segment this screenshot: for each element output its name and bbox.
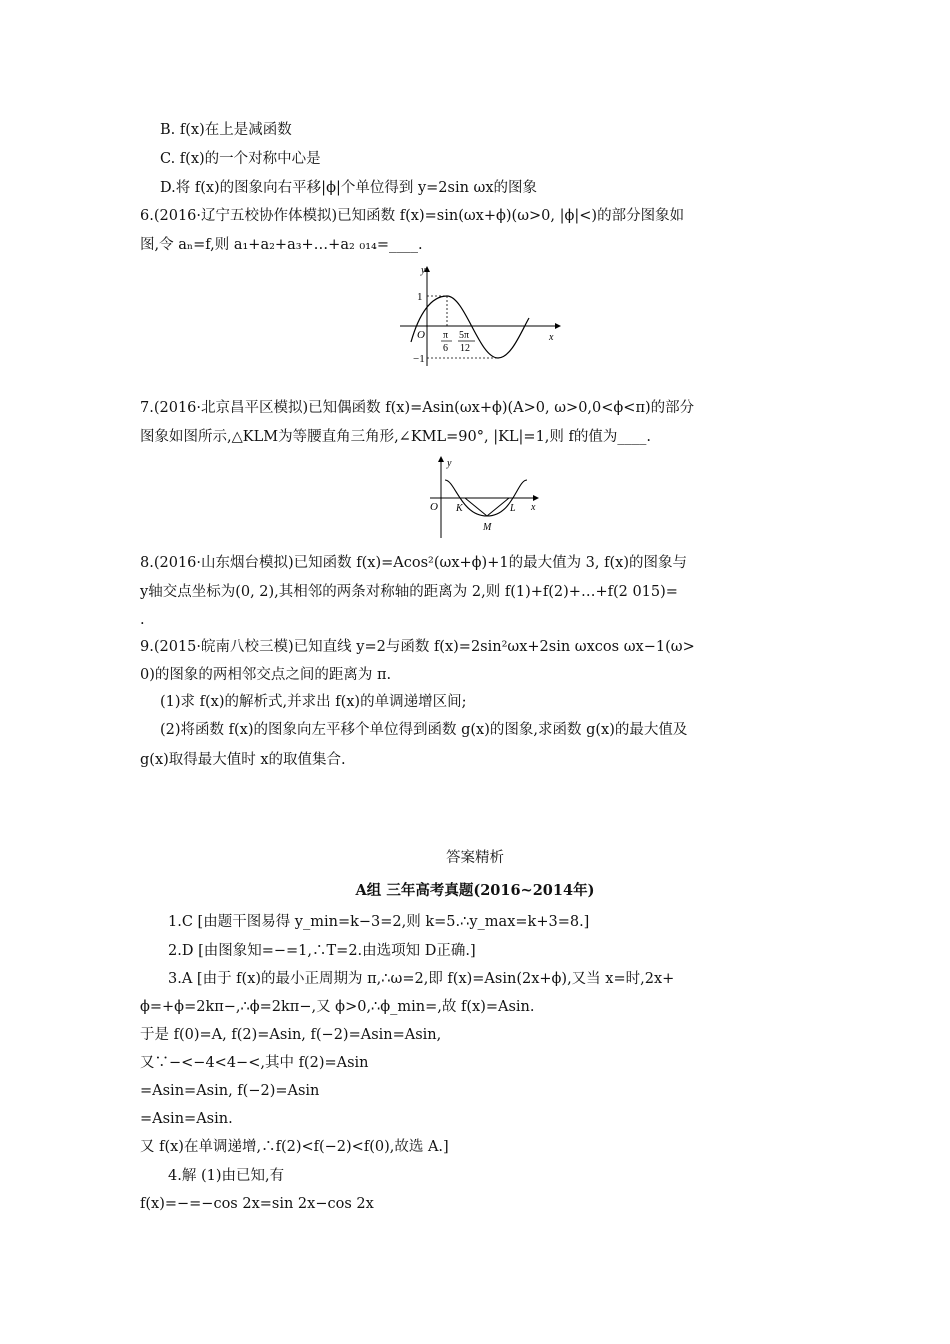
label-origin: O	[430, 501, 438, 513]
answer-3-line-3: 于是 f(0)=A, f(2)=Asin, f(−2)=Asin=Asin,	[140, 1027, 442, 1043]
y-axis-arrow	[438, 456, 444, 462]
label-y: y	[421, 265, 426, 276]
label-5pi12-num: 5π	[459, 330, 470, 341]
label-m: M	[483, 522, 492, 533]
x-axis-arrow	[555, 323, 561, 329]
option-d: D.将 f(x)的图象向右平移|ϕ|个单位得到 y=2sin ωx的图象	[160, 180, 538, 196]
label-neg-one: −1	[413, 353, 425, 365]
question-9-line-1: 9.(2015·皖南八校三模)已知直线 y=2与函数 f(x)=2sin²ωx+2sin ωxcos ωx−1(ω>	[140, 639, 695, 655]
question-7-line-1: 7.(2016·北京昌平区模拟)已知偶函数 f(x)=Asin(ωx+ϕ)(A>0, ω>0,0<ϕ<π)的部分	[140, 400, 695, 416]
section-heading: A组 三年高考真题(2016~2014年)	[355, 882, 595, 899]
question-8-line-2: y轴交点坐标为(0, 2),其相邻的两条对称轴的距离为 2,则 f(1)+f(2)+…+f(2 015)=	[140, 584, 678, 600]
label-y: y	[447, 458, 452, 469]
answer-3-line-5: =Asin=Asin, f(−2)=Asin	[140, 1083, 320, 1099]
option-c: C. f(x)的一个对称中心是	[160, 151, 321, 167]
answer-3-line-2: ϕ=+ϕ=2kπ−,∴ϕ=2kπ−,又 ϕ>0,∴ϕ_min=,故 f(x)=Asin.	[140, 999, 535, 1015]
answer-2: 2.D [由图象知=−=1,∴T=2.由选项知 D正确.]	[168, 943, 476, 959]
question-9-part-2-cont: g(x)取得最大值时 x的取值集合.	[140, 752, 346, 768]
answer-heading: 答案精析	[446, 850, 504, 866]
answer-3-line-7: 又 f(x)在单调递增,∴f(2)<f(−2)<f(0),故选 A.]	[140, 1139, 449, 1155]
answer-3-line-1: 3.A [由于 f(x)的最小正周期为 π,∴ω=2,即 f(x)=Asin(2x+ϕ),又当 x=时,2x+	[168, 971, 675, 987]
answer-1: 1.C [由题干图易得 y_min=k−3=2,则 k=5.∴y_max=k+3=8.]	[168, 914, 590, 930]
figure-q7-triangle-graph	[425, 454, 545, 542]
answer-4-line-1: 4.解 (1)由已知,有	[168, 1168, 285, 1184]
label-origin: O	[417, 329, 425, 341]
sine-curve	[411, 296, 529, 358]
x-axis-arrow	[533, 495, 539, 501]
label-x: x	[531, 502, 536, 513]
label-pi6-den: 6	[443, 343, 448, 354]
question-8-line-3: .	[140, 612, 145, 628]
question-9-part-1: (1)求 f(x)的解析式,并求出 f(x)的单调递增区间;	[160, 694, 467, 710]
figure-q6-sine-graph	[395, 262, 565, 370]
label-k: K	[456, 503, 463, 514]
question-8-line-1: 8.(2016·山东烟台模拟)已知函数 f(x)=Acos²(ωx+ϕ)+1的最大值为 3, f(x)的图象与	[140, 555, 687, 571]
triangle-klm	[465, 498, 509, 516]
label-x: x	[549, 332, 554, 343]
label-5pi12-den: 12	[460, 343, 470, 354]
label-l: L	[510, 503, 516, 514]
question-6-line-2: 图,令 aₙ=f,则 a₁+a₂+a₃+…+a₂ ₀₁₄=____.	[140, 237, 423, 253]
question-9-line-2: 0)的图象的两相邻交点之间的距离为 π.	[140, 667, 392, 683]
label-pi6-num: π	[443, 330, 449, 341]
option-b: B. f(x)在上是减函数	[160, 122, 292, 138]
question-6-line-1: 6.(2016·辽宁五校协作体模拟)已知函数 f(x)=sin(ωx+ϕ)(ω>0, |ϕ|<)的部分图象如	[140, 208, 685, 224]
question-7-line-2: 图象如图所示,△KLM为等腰直角三角形,∠KML=90°, |KL|=1,则 f的值为____.	[140, 429, 652, 445]
question-9-part-2: (2)将函数 f(x)的图象向左平移个单位得到函数 g(x)的图象,求函数 g(x)的最大值及	[160, 722, 688, 738]
answer-3-line-6: =Asin=Asin.	[140, 1111, 233, 1127]
answer-3-line-4: 又∵−<−4<4−<,其中 f(2)=Asin	[140, 1055, 369, 1071]
label-one: 1	[417, 291, 423, 303]
answer-4-line-2: f(x)=−=−cos 2x=sin 2x−cos 2x	[140, 1196, 374, 1212]
